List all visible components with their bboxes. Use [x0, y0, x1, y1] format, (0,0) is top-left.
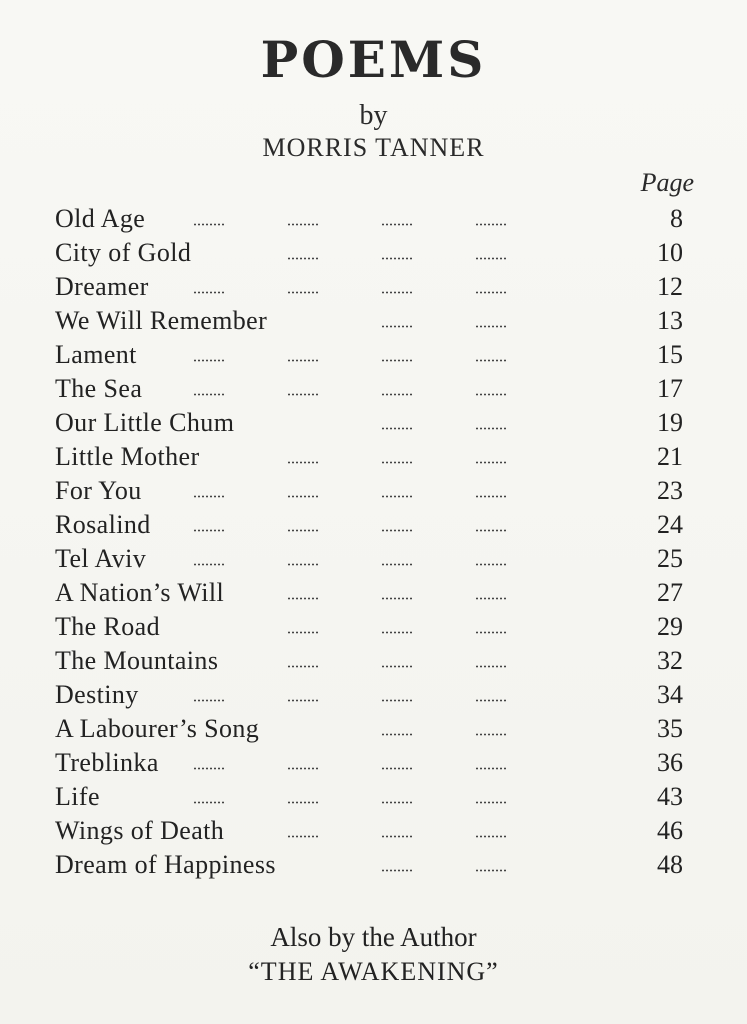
author-name: MORRIS TANNER — [262, 133, 485, 162]
toc-entry — [55, 508, 695, 542]
dot-leader — [475, 495, 507, 498]
dot-leader — [287, 529, 319, 532]
dot-leader — [193, 495, 225, 498]
toc-entry-title: Dream of Happiness — [55, 850, 276, 879]
page-column-header: Page — [640, 168, 694, 197]
dot-leader — [475, 597, 507, 600]
toc-entry-title: The Mountains — [55, 646, 219, 675]
dot-leader — [381, 359, 413, 362]
toc-entry-page: 46 — [657, 816, 683, 845]
toc-entry-page: 8 — [670, 204, 683, 233]
dot-leader — [381, 733, 413, 736]
table-of-contents — [55, 202, 695, 882]
dot-leader — [287, 461, 319, 464]
toc-entry-page: 15 — [657, 340, 683, 369]
toc-entry — [55, 372, 695, 406]
dot-leader — [287, 563, 319, 566]
toc-entry-title: For You — [55, 476, 142, 505]
toc-entry — [55, 814, 695, 848]
dot-leader — [287, 223, 319, 226]
dot-leader — [381, 699, 413, 702]
toc-entry-title: Little Mother — [55, 442, 200, 471]
other-work-title: “THE AWAKENING” — [248, 957, 499, 986]
toc-entry-title: Our Little Chum — [55, 408, 235, 437]
dot-leader — [287, 767, 319, 770]
dot-leader — [381, 767, 413, 770]
also-by-heading: Also by the Author — [270, 922, 477, 952]
dot-leader — [381, 495, 413, 498]
toc-entry-page: 36 — [657, 748, 683, 777]
dot-leader — [475, 801, 507, 804]
dot-leader — [287, 665, 319, 668]
dot-leader — [475, 257, 507, 260]
dot-leader — [475, 461, 507, 464]
dot-leader — [381, 801, 413, 804]
toc-entry-page: 35 — [657, 714, 683, 743]
dot-leader — [287, 291, 319, 294]
toc-entry-page: 13 — [657, 306, 683, 335]
toc-entry — [55, 848, 695, 882]
toc-entry — [55, 746, 695, 780]
toc-entry-page: 29 — [657, 612, 683, 641]
toc-entry — [55, 610, 695, 644]
toc-entry-page: 25 — [657, 544, 683, 573]
dot-leader — [193, 393, 225, 396]
dot-leader — [475, 631, 507, 634]
dot-leader — [193, 223, 225, 226]
toc-entry-page: 19 — [657, 408, 683, 437]
dot-leader — [475, 393, 507, 396]
toc-entry-title: Life — [55, 782, 100, 811]
dot-leader — [287, 801, 319, 804]
dot-leader — [381, 291, 413, 294]
dot-leader — [475, 529, 507, 532]
toc-entry-title: Dreamer — [55, 272, 149, 301]
toc-entry — [55, 236, 695, 270]
toc-entry-title: Destiny — [55, 680, 139, 709]
toc-entry-page: 23 — [657, 476, 683, 505]
toc-entry — [55, 304, 695, 338]
toc-entry-title: The Road — [55, 612, 161, 641]
toc-entry-title: City of Gold — [55, 238, 192, 267]
dot-leader — [287, 631, 319, 634]
dot-leader — [475, 223, 507, 226]
toc-entry-title: Old Age — [55, 204, 146, 233]
dot-leader — [193, 529, 225, 532]
dot-leader — [475, 291, 507, 294]
toc-entry-title: We Will Remember — [55, 306, 268, 335]
dot-leader — [381, 563, 413, 566]
dot-leader — [287, 393, 319, 396]
dot-leader — [287, 359, 319, 362]
dot-leader — [475, 699, 507, 702]
page-title: POEMS — [260, 30, 487, 89]
toc-entry-page: 21 — [657, 442, 683, 471]
toc-entry-title: Wings of Death — [55, 816, 225, 845]
dot-leader — [475, 835, 507, 838]
dot-leader — [381, 223, 413, 226]
dot-leader — [381, 631, 413, 634]
toc-entry-title: Tel Aviv — [55, 544, 147, 573]
dot-leader — [475, 733, 507, 736]
toc-entry — [55, 202, 695, 236]
toc-entry-page: 43 — [657, 782, 683, 811]
dot-leader — [381, 529, 413, 532]
toc-entry — [55, 474, 695, 508]
toc-entry-title: A Labourer’s Song — [55, 714, 260, 743]
dot-leader — [287, 835, 319, 838]
toc-entry-page: 10 — [657, 238, 683, 267]
dot-leader — [381, 461, 413, 464]
dot-leader — [193, 563, 225, 566]
dot-leader — [287, 699, 319, 702]
toc-entry-title: The Sea — [55, 374, 143, 403]
dot-leader — [193, 767, 225, 770]
toc-entry — [55, 542, 695, 576]
dot-leader — [381, 835, 413, 838]
dot-leader — [381, 393, 413, 396]
dot-leader — [193, 291, 225, 294]
toc-entry — [55, 440, 695, 474]
toc-entry — [55, 270, 695, 304]
toc-entry-page: 34 — [657, 680, 683, 709]
toc-entry — [55, 780, 695, 814]
dot-leader — [475, 427, 507, 430]
dot-leader — [381, 597, 413, 600]
toc-entry — [55, 338, 695, 372]
dot-leader — [381, 257, 413, 260]
dot-leader — [193, 801, 225, 804]
dot-leader — [381, 325, 413, 328]
toc-entry — [55, 678, 695, 712]
dot-leader — [287, 495, 319, 498]
toc-entry-page: 12 — [657, 272, 683, 301]
dot-leader — [287, 597, 319, 600]
toc-entry — [55, 712, 695, 746]
toc-entry-page: 24 — [657, 510, 683, 539]
toc-entry — [55, 406, 695, 440]
toc-entry-title: Treblinka — [55, 748, 159, 777]
dot-leader — [475, 665, 507, 668]
dot-leader — [193, 699, 225, 702]
dot-leader — [287, 257, 319, 260]
toc-entry-title: Rosalind — [55, 510, 151, 539]
toc-entry — [55, 576, 695, 610]
toc-entry-page: 27 — [657, 578, 683, 607]
toc-entry-title: A Nation’s Will — [55, 578, 225, 607]
dot-leader — [475, 869, 507, 872]
toc-entry-page: 32 — [657, 646, 683, 675]
dot-leader — [381, 427, 413, 430]
toc-entry-title: Lament — [55, 340, 137, 369]
dot-leader — [475, 767, 507, 770]
dot-leader — [381, 869, 413, 872]
dot-leader — [381, 665, 413, 668]
toc-entry-page: 17 — [657, 374, 683, 403]
dot-leader — [475, 563, 507, 566]
dot-leader — [475, 325, 507, 328]
dot-leader — [475, 359, 507, 362]
toc-entry-page: 48 — [657, 850, 683, 879]
byline: by — [359, 100, 388, 131]
dot-leader — [193, 359, 225, 362]
toc-entry — [55, 644, 695, 678]
